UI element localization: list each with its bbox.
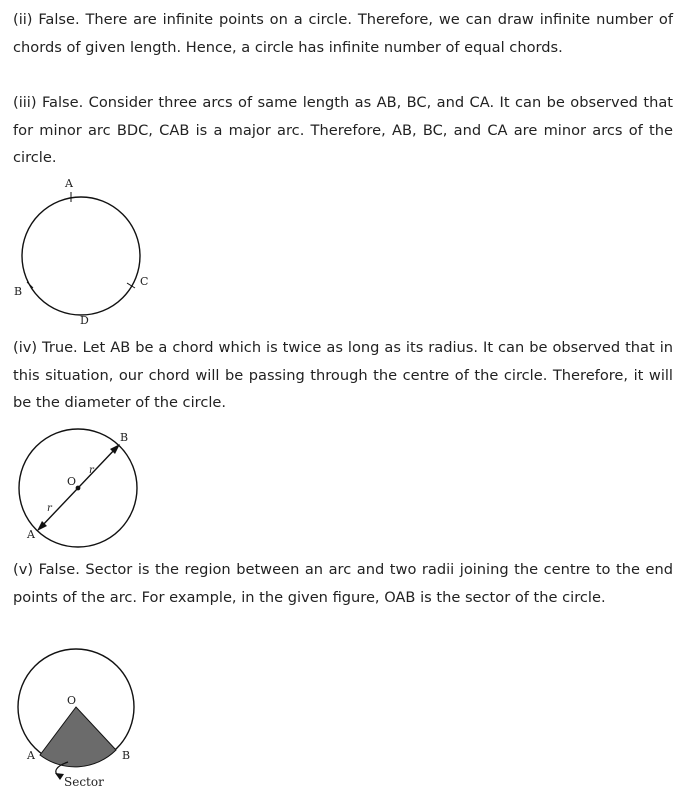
label-b: B [14,285,23,298]
label-b: B [120,431,129,444]
centre-point [76,486,81,491]
circle [22,197,140,315]
figure-sector-circle [0,642,170,802]
label-a: A [65,177,73,190]
label-a: A [27,749,35,762]
paragraph-iii: (iii) False. Consider three arcs of same length as AB, BC, and CA. It can be observed that for minor arc BDC, CAB is a major arc. Therefore, AB, BC, and CA are minor arcs of the circle. [13,94,673,166]
label-r-lower: r [47,503,52,514]
label-sector: Sector [64,775,104,789]
sector-oab [40,707,116,767]
label-c: C [140,275,149,288]
label-r-upper: r [89,465,94,476]
label-a: A [27,528,35,541]
paragraph-ii: (ii) False. There are infinite points on a circle. Therefore, we can draw infinite number of chords of given length. Hence, a circle has infinite number of equal chords. [13,11,673,56]
paragraph-v: (v) False. Sector is the region between an arc and two radii joining the centre to the end points of the arc. For example, in the given figure, OAB is the sector of the circle. [13,561,673,606]
pointer-arrowhead [55,773,64,780]
label-b: B [122,749,131,762]
tick-b [27,282,33,288]
paragraph-iv: (iv) True. Let AB be a chord which is twice as long as its radius. It can be observed that in this situation, our chord will be passing through the centre of the circle. Therefore, it will be the diameter of the circle. [13,339,673,411]
figure-diameter-circle [0,425,170,550]
label-d: D [80,314,89,327]
label-o: O [67,694,77,707]
label-o: O [67,475,77,488]
figure-arcs-circle [0,170,170,330]
